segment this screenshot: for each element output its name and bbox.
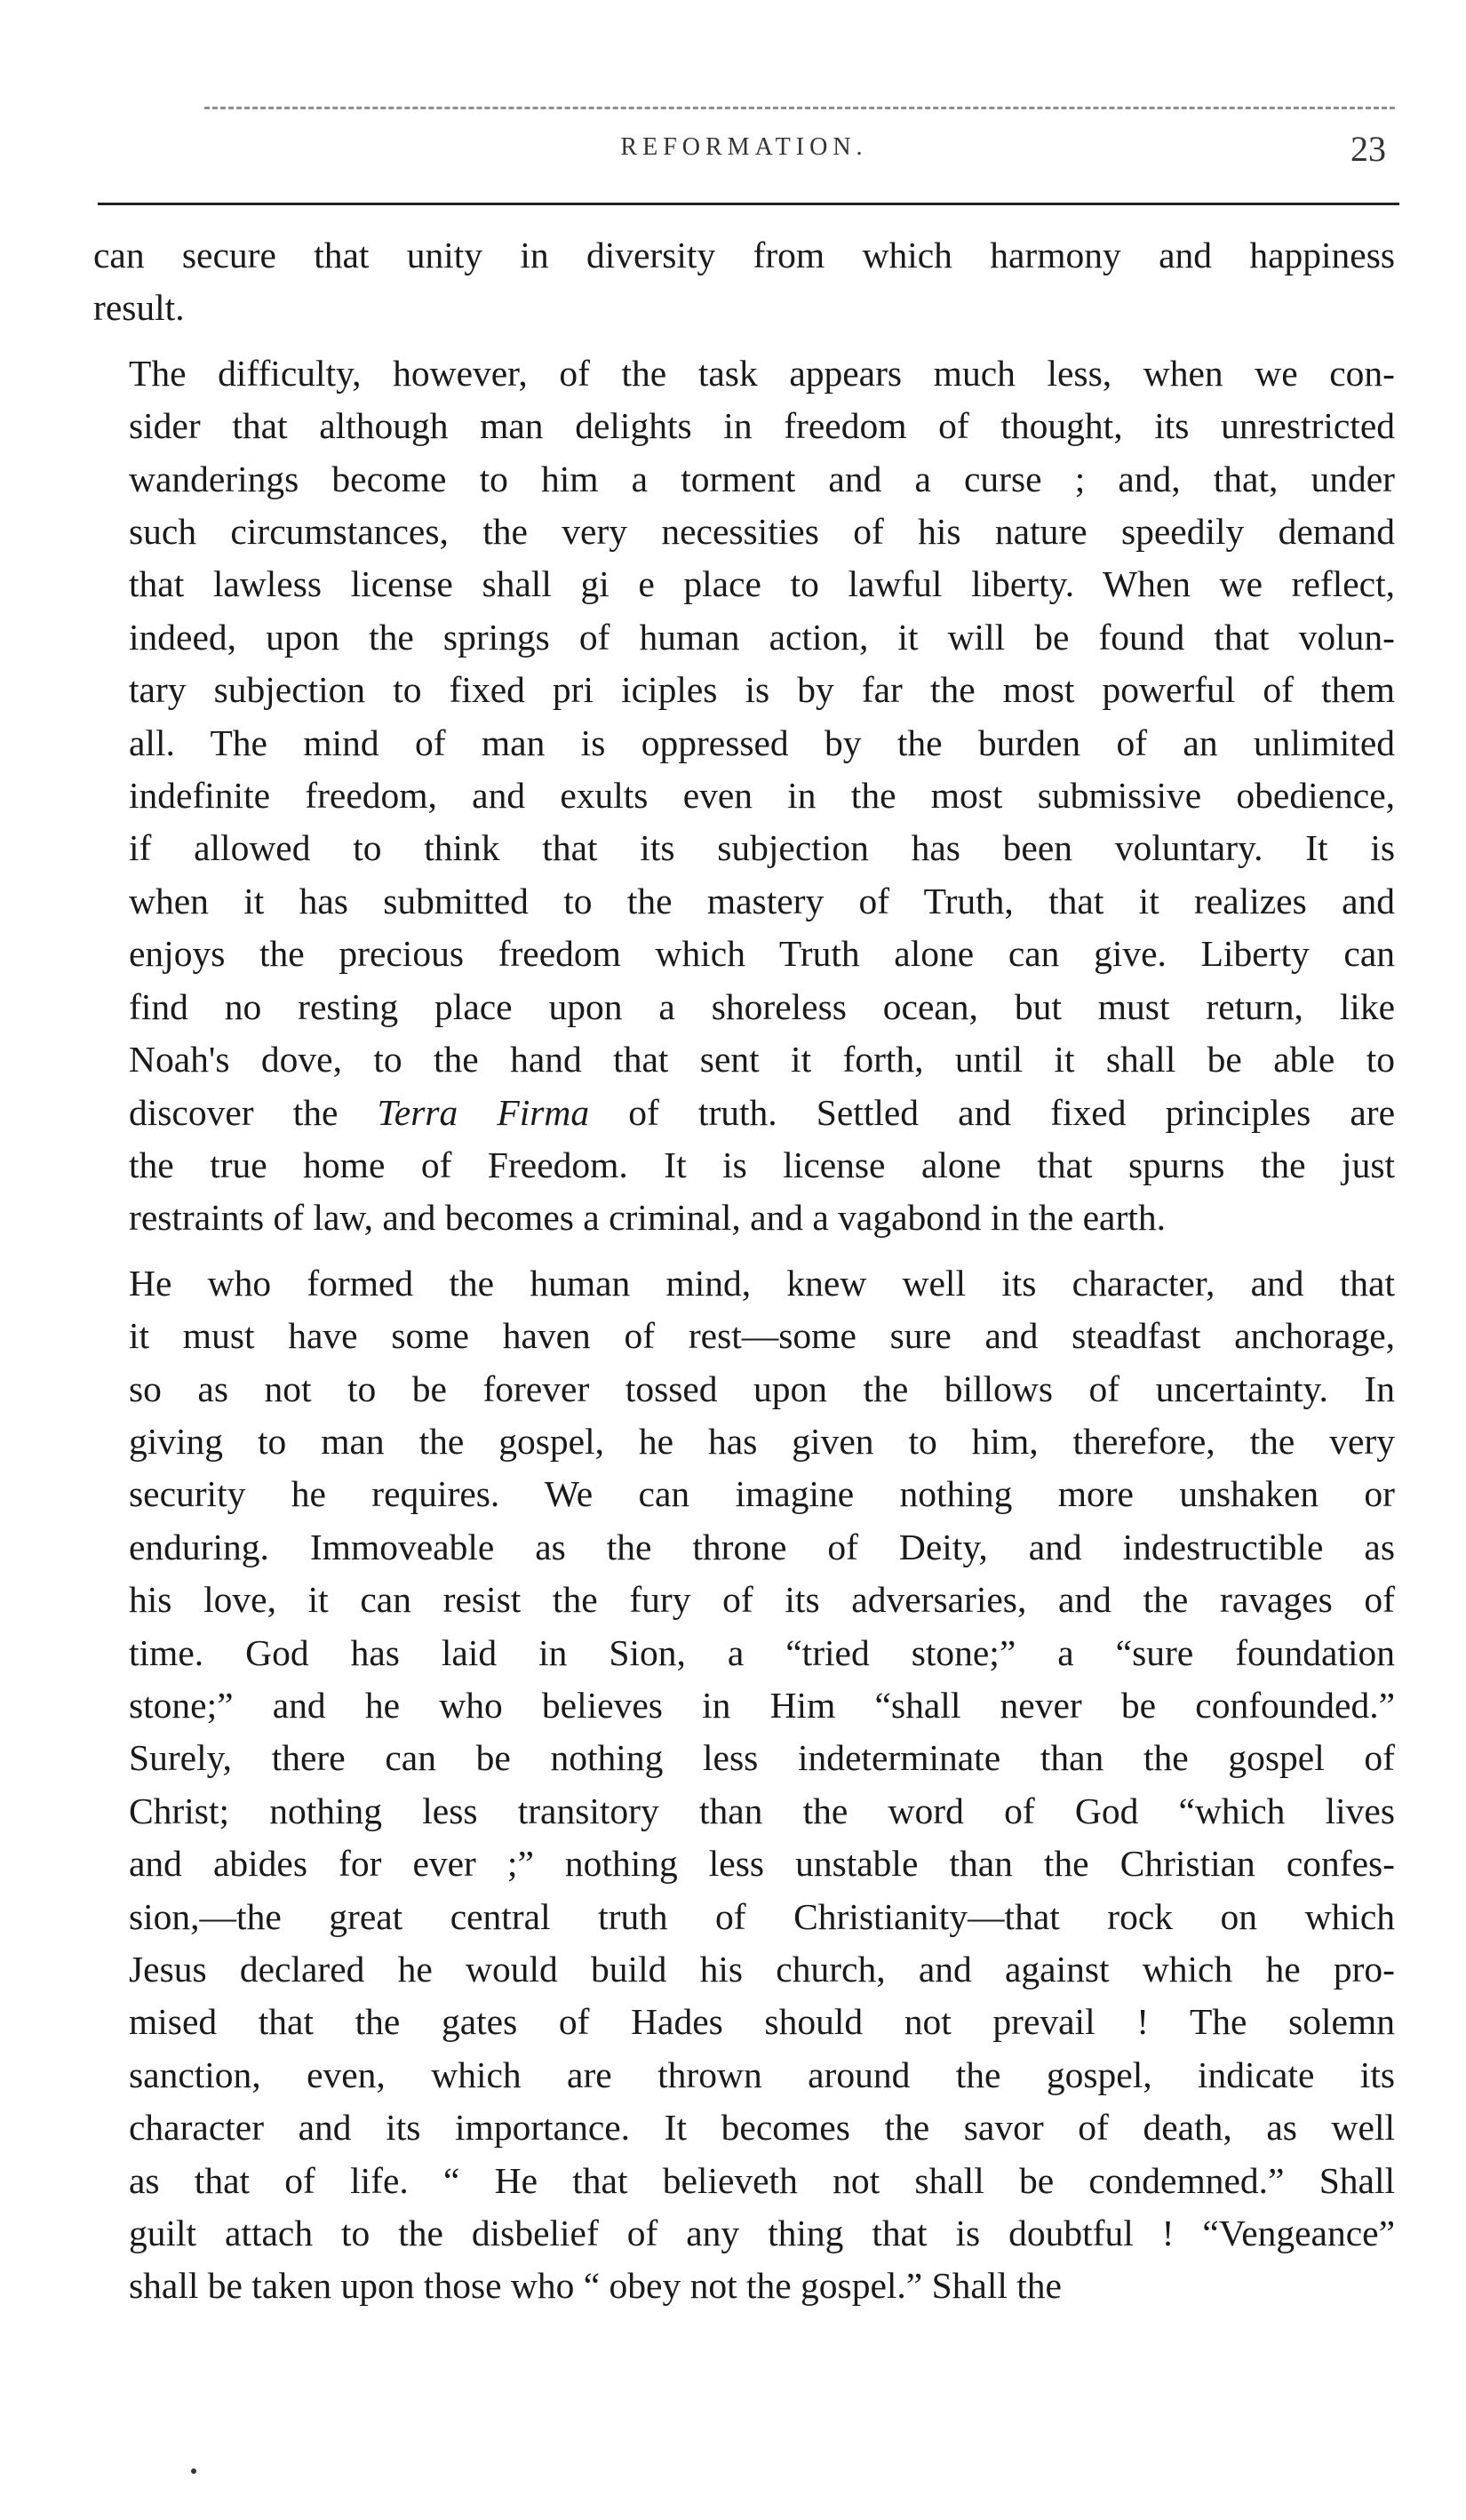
text-line: find no resting place upon a shoreless ocean, but must return, like <box>129 985 1395 1027</box>
italic-phrase: Terra Firma <box>377 1091 590 1133</box>
text-line: result. <box>93 287 185 329</box>
text-line: discover the Terra Firma of truth. Settled and fixed principles are <box>129 1091 1395 1133</box>
text-line: indefinite freedom, and exults even in the most submissive obedience, <box>129 775 1395 817</box>
text-line: the true home of Freedom. It is license alone that spurns the just <box>129 1144 1395 1185</box>
page-number: 23 <box>1350 129 1386 169</box>
text-line: and abides for ever ;” nothing less unstable than the Christian confes- <box>129 1843 1395 1885</box>
text-line: guilt attach to the disbelief of any thing that is doubtful ! “Vengeance” <box>129 2213 1395 2254</box>
header-rule <box>98 203 1399 205</box>
ink-speck <box>191 2468 196 2474</box>
text-line: shall be taken upon those who “ obey not the gospel.” Shall the <box>129 2265 1062 2307</box>
text-line: when it has submitted to the mastery of Truth, that it realizes and <box>129 880 1395 921</box>
text-line: Noah's dove, to the hand that sent it forth, until it shall be able to <box>129 1039 1395 1081</box>
top-edge-dashes <box>204 107 1395 115</box>
text-line: can secure that unity in diversity from which harmony and happiness <box>93 235 1395 275</box>
text-line: indeed, upon the springs of human action, it will be found that volun- <box>129 616 1395 658</box>
text-line: so as not to be forever tossed upon the billows of uncertainty. In <box>129 1368 1395 1409</box>
text-line: enjoys the precious freedom which Truth alone can give. Liberty can <box>129 933 1395 975</box>
body-text <box>93 229 1395 2313</box>
paragraph-2 <box>93 347 1395 1245</box>
text-line: giving to man the gospel, he has given to him, therefore, the very <box>129 1420 1395 1462</box>
text-line: He who formed the human mind, knew well its character, and that <box>129 1262 1395 1304</box>
text-line: security he requires. We can imagine nothing more unshaken or <box>129 1473 1395 1515</box>
text-line: all. The mind of man is oppressed by the burden of an unlimited <box>129 722 1395 763</box>
paragraph-1 <box>93 229 1395 335</box>
text-line: Jesus declared he would build his church, and against which he pro- <box>129 1949 1395 1990</box>
text-line: if allowed to think that its subjection has been voluntary. It is <box>129 827 1395 869</box>
text-line: as that of life. “ He that believeth not shall be condemned.” Shall <box>129 2159 1395 2201</box>
text-line: time. God has laid in Sion, a “tried stone;” a “sure foundation <box>129 1631 1395 1673</box>
text-line: such circumstances, the very necessities of his nature speedily demand <box>129 511 1395 553</box>
text-line: mised that the gates of Hades should not prevail ! The solemn <box>129 2001 1395 2043</box>
text-line: stone;” and he who believes in Him “shall never be confounded.” <box>129 1684 1395 1726</box>
text-line: character and its importance. It becomes the savor of death, as well <box>129 2107 1395 2149</box>
text-line: his love, it can resist the fury of its adversaries, and the ravages of <box>129 1579 1395 1621</box>
text-line: Christ; nothing less transitory than the word of God “which lives <box>129 1790 1395 1831</box>
text-line: restraints of law, and becomes a criminal, and a vagabond in the earth. <box>129 1197 1166 1239</box>
text-line: it must have some haven of rest—some sure and steadfast anchorage, <box>129 1315 1395 1357</box>
paragraph-3 <box>93 1257 1395 2313</box>
text-line: sanction, even, which are thrown around the gospel, indicate its <box>129 2053 1395 2095</box>
text-line: Surely, there can be nothing less indeterminate than the gospel of <box>129 1737 1395 1779</box>
page-header <box>93 124 1395 178</box>
text-line: that lawless license shall gi e place to lawful liberty. When we reflect, <box>129 563 1395 605</box>
running-title: REFORMATION. <box>620 133 868 161</box>
text-line: wanderings become to him a torment and a curse ; and, that, under <box>129 458 1395 499</box>
text-line: sion,—the great central truth of Christianity—that rock on which <box>129 1895 1395 1937</box>
text-line: The difficulty, however, of the task appears much less, when we con- <box>129 352 1395 394</box>
text-line: sider that although man delights in freedom of thought, its unrestricted <box>129 405 1395 447</box>
text-line: tary subjection to fixed pri iciples is by far the most powerful of them <box>129 669 1395 711</box>
text-line: enduring. Immoveable as the throne of Deity, and indestructible as <box>129 1526 1395 1567</box>
